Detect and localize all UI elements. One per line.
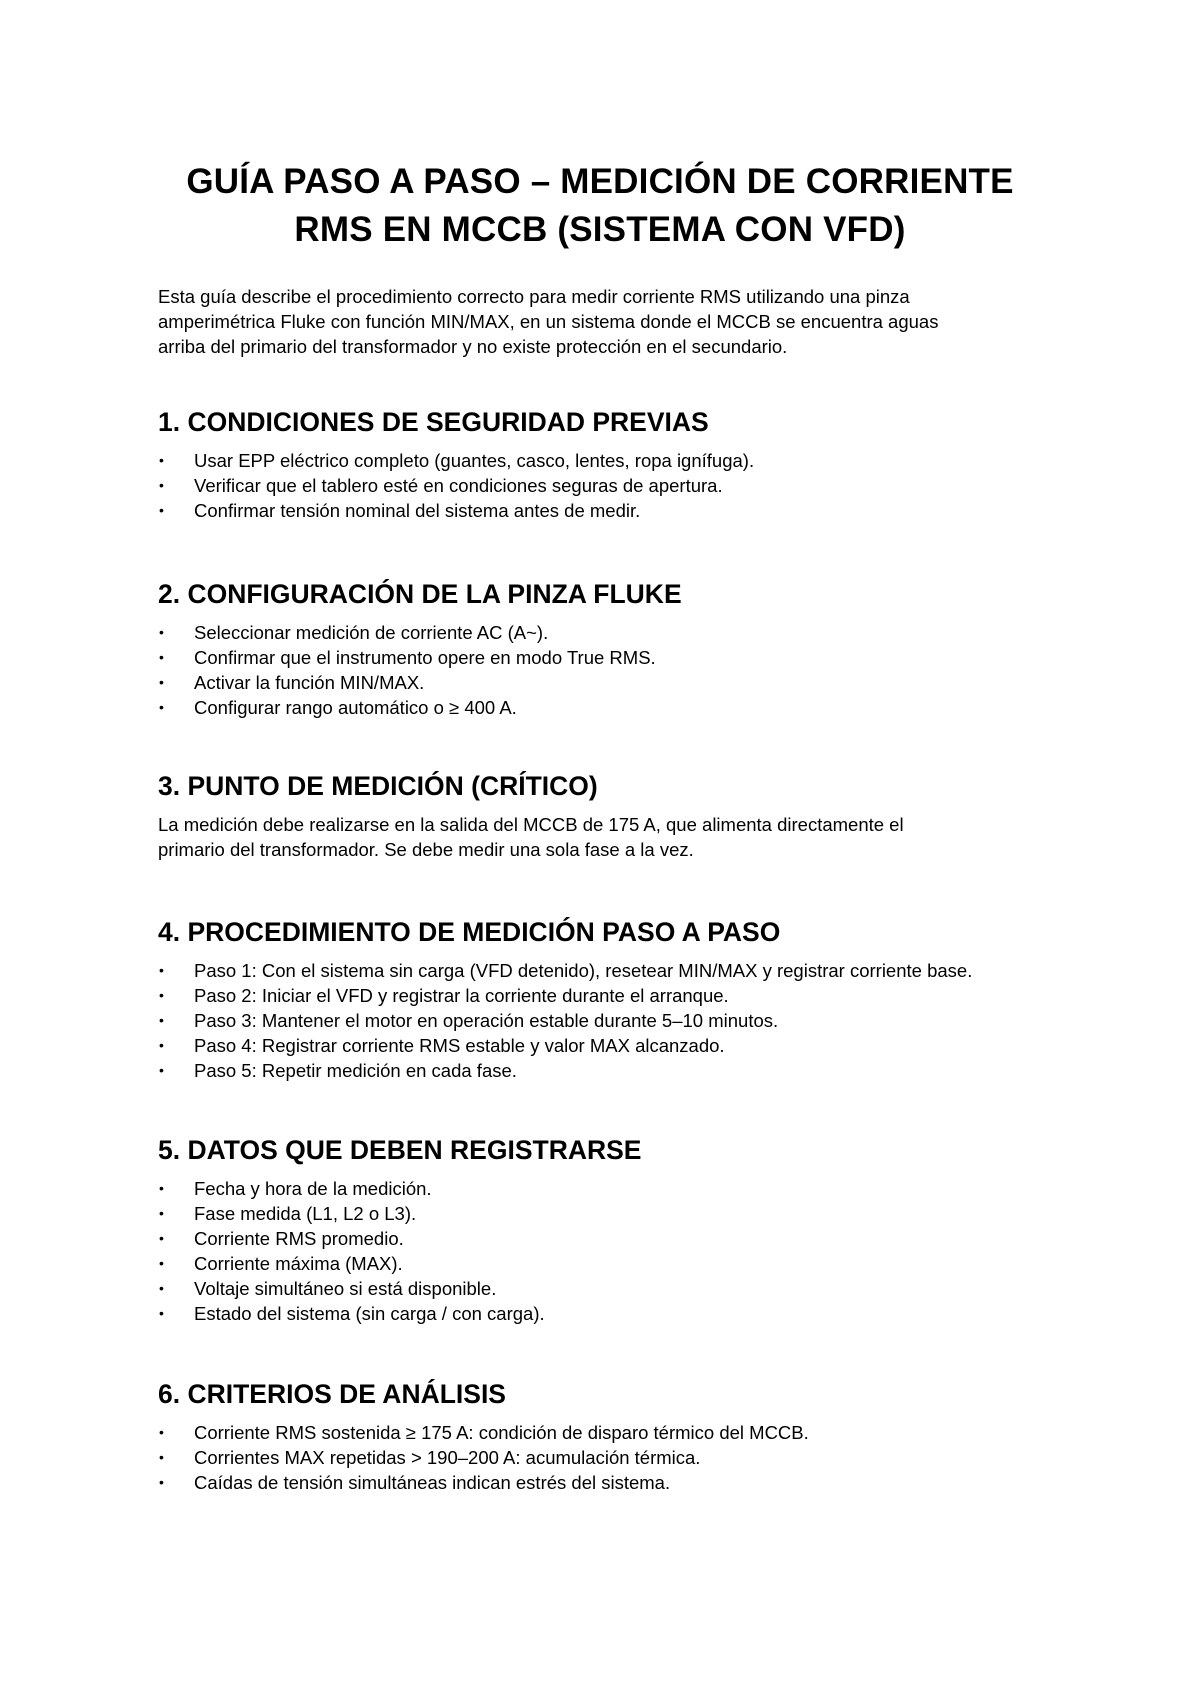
bullet-icon: •	[159, 1474, 164, 1490]
list-item-text: Corriente RMS promedio.	[194, 1228, 404, 1249]
bullet-list	[158, 448, 1078, 523]
list-item	[158, 1420, 1078, 1445]
section-heading: 5. DATOS QUE DEBEN REGISTRARSE	[158, 1135, 642, 1165]
section-heading: 2. CONFIGURACIÓN DE LA PINZA FLUKE	[158, 579, 682, 609]
list-item-text: Corriente máxima (MAX).	[194, 1253, 403, 1274]
bullet-icon: •	[159, 1012, 164, 1028]
list-item	[158, 448, 1078, 473]
bullet-icon: •	[159, 1449, 164, 1465]
bullet-list	[158, 1420, 1078, 1495]
list-item	[158, 1301, 1078, 1326]
bullet-icon: •	[159, 962, 164, 978]
bullet-list	[158, 620, 1078, 720]
intro-line: Esta guía describe el procedimiento correcto para medir corriente RMS utilizando una pinza	[158, 286, 910, 307]
section-measurement-point	[158, 769, 1078, 862]
list-item-text: Fecha y hora de la medición.	[194, 1178, 432, 1199]
list-item	[158, 1226, 1078, 1251]
section-heading: 4. PROCEDIMIENTO DE MEDICIÓN PASO A PASO	[158, 917, 781, 947]
list-item	[158, 1176, 1078, 1201]
list-item-text: Fase medida (L1, L2 o L3).	[194, 1203, 417, 1224]
section-analysis-criteria	[158, 1377, 1078, 1495]
bullet-icon: •	[159, 674, 164, 690]
list-item	[158, 473, 1078, 498]
list-item-text: Voltaje simultáneo si está disponible.	[194, 1278, 497, 1299]
section-procedure	[158, 915, 1078, 1083]
section-heading: 1. CONDICIONES DE SEGURIDAD PREVIAS	[158, 407, 709, 437]
title-line-1: GUÍA PASO A PASO – MEDICIÓN DE CORRIENTE	[186, 162, 1014, 201]
bullet-icon: •	[159, 699, 164, 715]
list-item	[158, 983, 1078, 1008]
list-item	[158, 958, 1078, 983]
list-item	[158, 1445, 1078, 1470]
list-item-text: Paso 4: Registrar corriente RMS estable y valor MAX alcanzado.	[194, 1035, 725, 1056]
list-item	[158, 498, 1078, 523]
bullet-icon: •	[159, 1305, 164, 1321]
bullet-icon: •	[159, 1037, 164, 1053]
bullet-icon: •	[159, 1205, 164, 1221]
list-item-text: Paso 2: Iniciar el VFD y registrar la corriente durante el arranque.	[194, 985, 729, 1006]
list-item-text: Confirmar tensión nominal del sistema antes de medir.	[194, 500, 641, 521]
bullet-icon: •	[159, 649, 164, 665]
section-heading: 6. CRITERIOS DE ANÁLISIS	[158, 1379, 506, 1409]
list-item	[158, 1058, 1078, 1083]
list-item-text: Confirmar que el instrumento opere en modo True RMS.	[194, 647, 656, 668]
bullet-list	[158, 958, 1078, 1083]
list-item	[158, 1033, 1078, 1058]
bullet-icon: •	[159, 452, 164, 468]
list-item	[158, 1201, 1078, 1226]
bullet-list	[158, 1176, 1078, 1326]
list-item	[158, 1251, 1078, 1276]
bullet-icon: •	[159, 477, 164, 493]
bullet-icon: •	[159, 1280, 164, 1296]
list-item	[158, 695, 1078, 720]
bullet-icon: •	[159, 987, 164, 1003]
section-clamp-configuration	[158, 577, 1078, 720]
list-item-text: Paso 3: Mantener el motor en operación estable durante 5–10 minutos.	[194, 1010, 779, 1031]
section-data-to-record	[158, 1133, 1078, 1326]
list-item	[158, 670, 1078, 695]
list-item	[158, 1470, 1078, 1495]
intro-line: amperimétrica Fluke con función MIN/MAX, en un sistema donde el MCCB se encuentra aguas	[158, 311, 939, 332]
list-item-text: Paso 1: Con el sistema sin carga (VFD detenido), resetear MIN/MAX y registrar corriente base.	[194, 960, 973, 981]
intro-paragraph	[158, 284, 1058, 359]
document-title	[150, 158, 1050, 254]
intro-line: arriba del primario del transformador y no existe protección en el secundario.	[158, 336, 788, 357]
list-item-text: Corriente RMS sostenida ≥ 175 A: condición de disparo térmico del MCCB.	[194, 1422, 809, 1443]
bullet-icon: •	[159, 1424, 164, 1440]
section-heading: 3. PUNTO DE MEDICIÓN (CRÍTICO)	[158, 771, 598, 801]
bullet-icon: •	[159, 624, 164, 640]
list-item	[158, 1276, 1078, 1301]
list-item-text: Estado del sistema (sin carga / con carga).	[194, 1303, 545, 1324]
bullet-icon: •	[159, 1255, 164, 1271]
paragraph-line: primario del transformador. Se debe medir una sola fase a la vez.	[158, 839, 694, 860]
list-item-text: Seleccionar medición de corriente AC (A~).	[194, 622, 549, 643]
section-paragraph	[158, 812, 1078, 862]
list-item-text: Verificar que el tablero esté en condiciones seguras de apertura.	[194, 475, 723, 496]
list-item-text: Activar la función MIN/MAX.	[194, 672, 425, 693]
list-item-text: Corrientes MAX repetidas > 190–200 A: acumulación térmica.	[194, 1447, 701, 1468]
section-safety-conditions	[158, 405, 1078, 523]
paragraph-line: La medición debe realizarse en la salida del MCCB de 175 A, que alimenta directamente el	[158, 814, 904, 835]
bullet-icon: •	[159, 1180, 164, 1196]
list-item	[158, 1008, 1078, 1033]
list-item-text: Caídas de tensión simultáneas indican estrés del sistema.	[194, 1472, 671, 1493]
bullet-icon: •	[159, 1230, 164, 1246]
list-item	[158, 645, 1078, 670]
list-item-text: Usar EPP eléctrico completo (guantes, casco, lentes, ropa ignífuga).	[194, 450, 755, 471]
list-item-text: Paso 5: Repetir medición en cada fase.	[194, 1060, 517, 1081]
bullet-icon: •	[159, 1062, 164, 1078]
list-item-text: Configurar rango automático o ≥ 400 A.	[194, 697, 517, 718]
title-line-2: RMS EN MCCB (SISTEMA CON VFD)	[294, 210, 906, 249]
list-item	[158, 620, 1078, 645]
bullet-icon: •	[159, 502, 164, 518]
